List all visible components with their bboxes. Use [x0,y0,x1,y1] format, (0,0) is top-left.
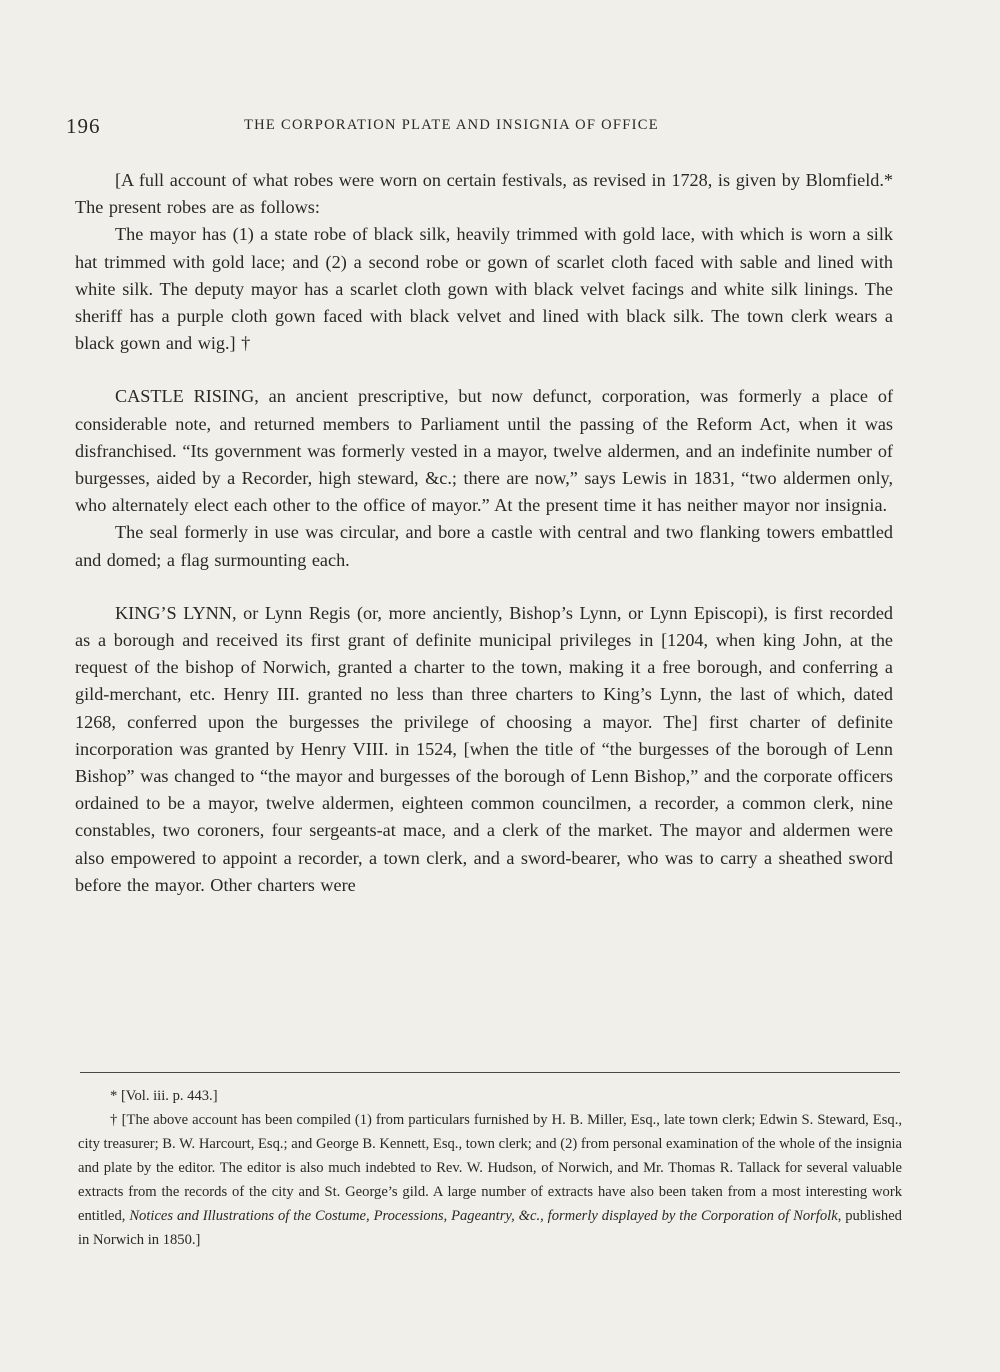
paragraph-castle-rising-seal: The seal formerly in use was circular, and bore a castle with central and two flanking towers embattled and domed; a flag surmounting each. [75,522,893,570]
paragraph-robes-intro: [A full account of what robes were worn on certain festivals, as revised in 1728, is given by Blomfield.* The present robes are as follows: [75,170,893,218]
paragraph-robes-details: The mayor has (1) a state robe of black silk, heavily trimmed with gold lace, with which is worn a silk hat trimmed with gold lace; and (2) a second robe or gown of scarlet cloth faced with sable and lined with white silk. The deputy mayor has a scarlet cloth gown with black velvet facings and white silk linings. The sheriff has a purple cloth gown faced with black velvet and lined with black silk. The town clerk wears a black gown and wig.] † [75,224,893,354]
footnote-1: * [Vol. iii. p. 443.] [110,1088,218,1104]
paragraph-kings-lynn: KING’S LYNN, or Lynn Regis (or, more anciently, Bishop’s Lynn, or Lynn Episcopi), is first recorded as a borough and received its first grant of definite municipal privileges in [1204, when king John, at the request of the bishop of Norwich, granted a charter to the town, making it a free borough, and conferring a gild-merchant, etc. Henry III. granted no less than three charters to King’s Lynn, the last of which, dated 1268, conferred upon the burgesses the privilege of choosing a mayor. The] first charter of definite incorporation was granted by Henry VIII. in 1524, [when the title of “the burgesses of the borough of Lenn Bishop” was changed to “the mayor and burgesses of the borough of Lenn Bishop,” and the corporate officers ordained to be a mayor, twelve aldermen, eighteen common councilmen, a recorder, a common clerk, nine constables, two coroners, four sergeants-at mace, and a clerk of the market. The mayor and aldermen were also empowered to appoint a recorder, a town clerk, and a sword-bearer, who was to carry a sheathed sword before the mayor. Other charters were [75,602,893,895]
body-text [75,167,893,899]
running-title: THE CORPORATION PLATE AND INSIGNIA OF OFFICE [244,117,659,133]
footnote-2 [78,1108,902,1252]
footnote-2-text: † [The above account has been compiled (1) from particulars furnished by H. B. Miller, Esq., late town clerk; Edwin S. Steward, Esq., city treasurer; B. W. Harcourt, Esq.; and George B. Kennett, Esq., town clerk; and (2) from personal examination of the whole of the insignia and plate by the editor. The editor is also much indebted to Rev. W. Hudson, of Norwich, and Mr. Thomas R. Tallack for several valuable extracts from the records of the city and St. George’s gild. A large number of extracts have also been taken from a most interesting work entitled, [78,1112,902,1224]
footnote-2-work-title: Notices and Illustrations of the Costume, Processions, Pageantry, &c., formerly displayed by the Corporation of Norfolk [129,1208,838,1224]
page-header [0,114,1000,138]
page-number: 196 [66,114,101,138]
paragraph-castle-rising: CASTLE RISING, an ancient prescriptive, but now defunct, corporation, was formerly a place of considerable note, and returned members to Parliament until the passing of the Reform Act, when it was disfranchised. “Its government was formerly vested in a mayor, twelve aldermen, and an indefinite number of burgesses, aided by a Recorder, high steward, &c.; there are now,” says Lewis in 1831, “two aldermen only, who alternately elect each other to the office of mayor.” At the present time it has neither mayor nor insignia. [75,386,893,516]
footnote-2-text-end: , published in Norwich in 1850.] [78,1208,902,1248]
footnote-divider [80,1072,900,1073]
footnotes [78,1084,902,1252]
